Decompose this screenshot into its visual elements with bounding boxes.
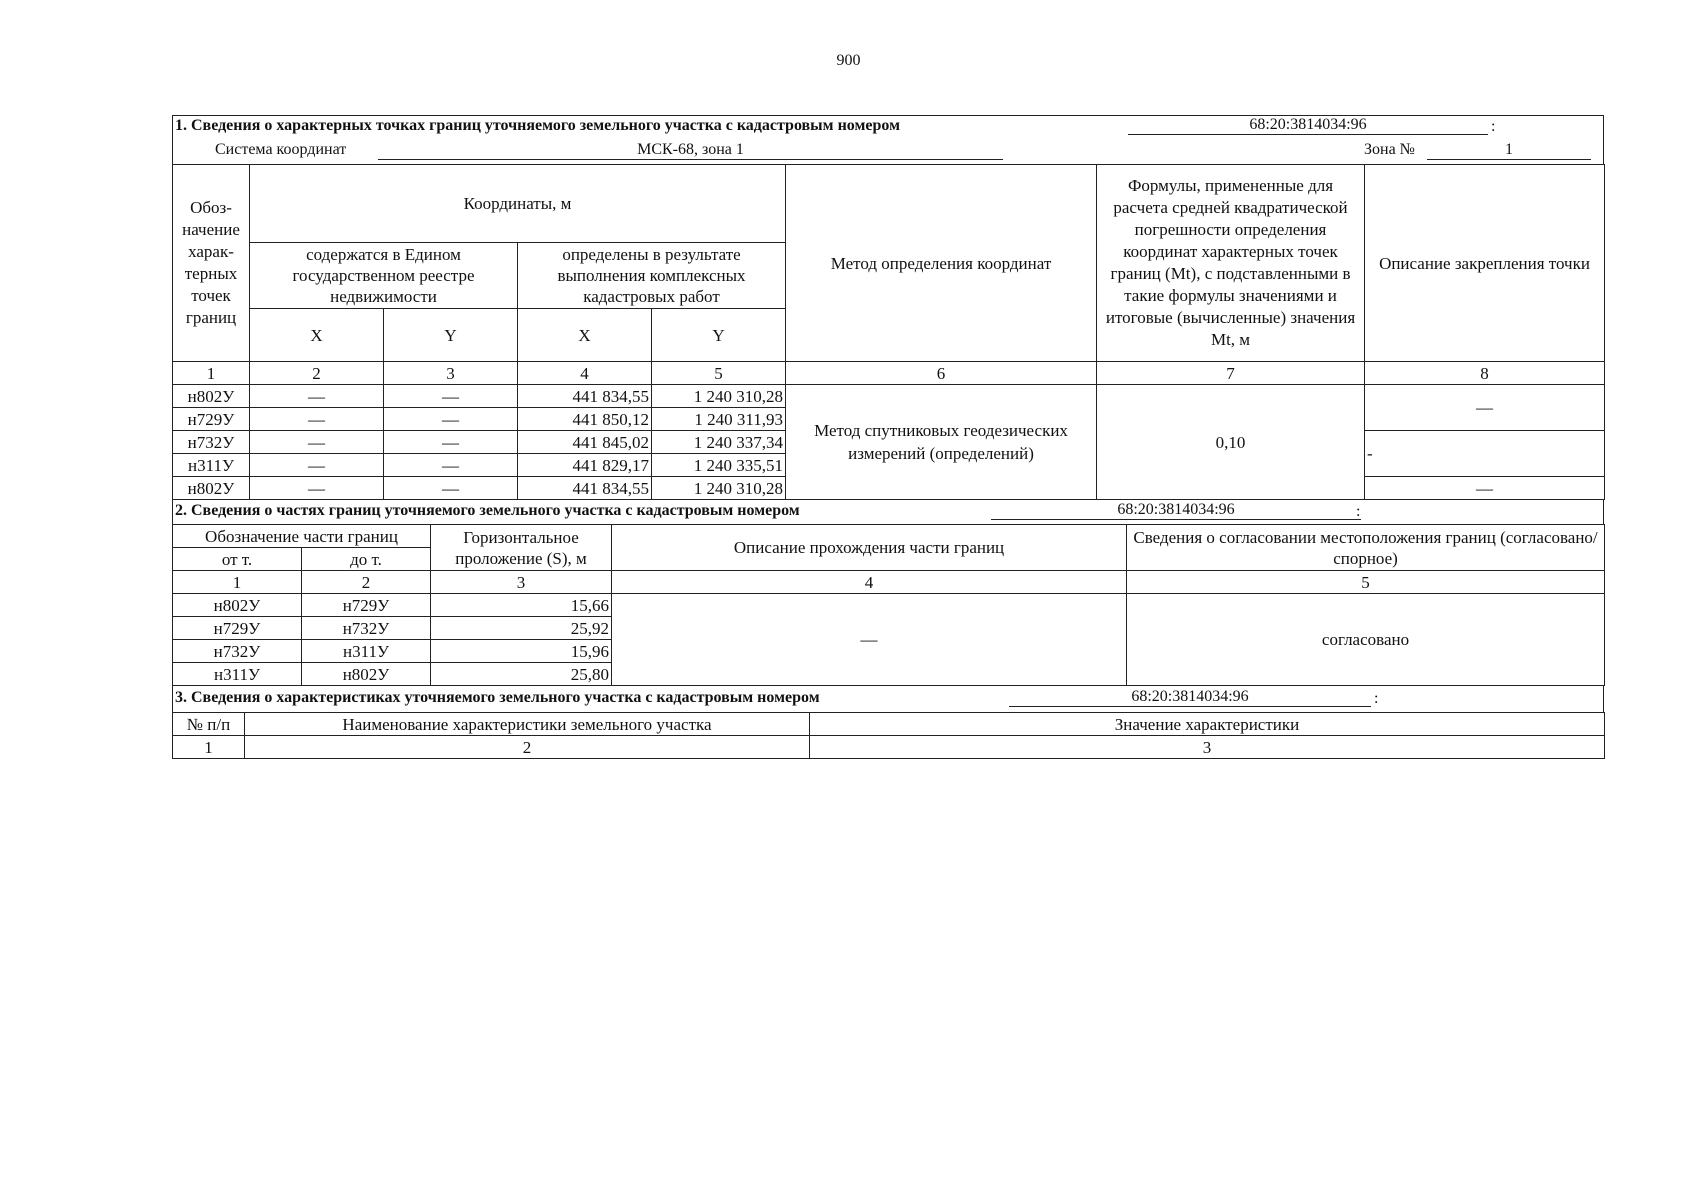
x-value: 441 834,55 — [518, 477, 652, 500]
col-num: 5 — [1127, 571, 1605, 594]
col-num: 2 — [302, 571, 431, 594]
section-3-title: 3. Сведения о характеристиках уточняемого земельного участка с кадастровым номером — [175, 689, 820, 706]
table-row — [173, 594, 1605, 617]
col-num: 1 — [173, 736, 245, 759]
from-point: н732У — [173, 640, 302, 663]
section-2-cadastral-number: 68:20:3814034:96 — [991, 501, 1361, 520]
method-value: Метод спутниковых геодезических измерений (определений) — [786, 385, 1097, 500]
header-x-old: X — [250, 309, 384, 362]
to-point: н311У — [302, 640, 431, 663]
section-1-header — [172, 115, 1604, 164]
header-in-egrn: содержатся в Едином государственном реестре недвижимости — [250, 243, 518, 309]
col-num: 7 — [1097, 362, 1365, 385]
header-description: Описание прохождения части границ — [612, 525, 1127, 571]
col-num: 2 — [245, 736, 810, 759]
horizontal-value: 25,92 — [431, 617, 612, 640]
x-old: — — [250, 385, 384, 408]
section-2-table — [172, 524, 1605, 686]
x-value: 441 834,55 — [518, 385, 652, 408]
col-num: 3 — [810, 736, 1605, 759]
col-num: 2 — [250, 362, 384, 385]
col-num: 4 — [518, 362, 652, 385]
horizontal-value: 25,80 — [431, 663, 612, 686]
y-old: — — [384, 408, 518, 431]
y-old: — — [384, 431, 518, 454]
y-old: — — [384, 454, 518, 477]
from-point: н729У — [173, 617, 302, 640]
x-old: — — [250, 454, 384, 477]
document — [172, 115, 1604, 759]
table-row — [173, 385, 1605, 408]
fixing-value: — — [1365, 385, 1605, 431]
x-old: — — [250, 431, 384, 454]
y-value: 1 240 311,93 — [652, 408, 786, 431]
col-num: 3 — [384, 362, 518, 385]
coord-system-value: МСК-68, зона 1 — [378, 141, 1003, 160]
point-name: н802У — [173, 385, 250, 408]
y-old: — — [384, 385, 518, 408]
description-value: — — [612, 594, 1127, 686]
coord-system-label: Система координат — [215, 141, 347, 158]
x-value: 441 829,17 — [518, 454, 652, 477]
section-2-colon: : — [1356, 503, 1361, 520]
section-1-table — [172, 164, 1605, 500]
header-value: Значение характеристики — [810, 713, 1605, 736]
from-point: н311У — [173, 663, 302, 686]
section-2-title: 2. Сведения о частях границ уточняемого земельного участка с кадастровым номером — [175, 502, 800, 519]
header-method: Метод определения координат — [786, 165, 1097, 362]
col-num: 3 — [431, 571, 612, 594]
x-value: 441 845,02 — [518, 431, 652, 454]
col-num: 5 — [652, 362, 786, 385]
x-value: 441 850,12 — [518, 408, 652, 431]
header-y-old: Y — [384, 309, 518, 362]
fixing-value: — — [1365, 477, 1605, 500]
header-y-new: Y — [652, 309, 786, 362]
header-formulas: Формулы, примененные для расчета средней квадратической погрешности определения координат характерных точек границ (Mt), с подставленными в такие формулы значениями и итоговые (вычисленные) значения Mt, м — [1097, 165, 1365, 362]
horizontal-value: 15,66 — [431, 594, 612, 617]
y-value: 1 240 337,34 — [652, 431, 786, 454]
col-num: 8 — [1365, 362, 1605, 385]
header-x-new: X — [518, 309, 652, 362]
header-part: Обозначение части границ — [173, 525, 431, 548]
section-3-cadastral-number: 68:20:3814034:96 — [1009, 688, 1371, 707]
to-point: н802У — [302, 663, 431, 686]
col-num: 1 — [173, 362, 250, 385]
header-agreement: Сведения о согласовании местоположения границ (согласовано/спорное) — [1127, 525, 1605, 571]
header-horizontal: Горизонтальное проложение (S), м — [431, 525, 612, 571]
horizontal-value: 15,96 — [431, 640, 612, 663]
y-old: — — [384, 477, 518, 500]
y-value: 1 240 335,51 — [652, 454, 786, 477]
fixing-value: - — [1365, 431, 1605, 477]
x-old: — — [250, 408, 384, 431]
agreement-value: согласовано — [1127, 594, 1605, 686]
section-1-title: 1. Сведения о характерных точках границ уточняемого земельного участка с кадастровым номером — [175, 117, 900, 134]
zone-label: Зона № — [1364, 141, 1415, 158]
zone-value: 1 — [1427, 141, 1591, 160]
col-num: 4 — [612, 571, 1127, 594]
header-designation: Обоз-начение харак-терных точек границ — [173, 165, 250, 362]
y-value: 1 240 310,28 — [652, 477, 786, 500]
section-3-colon: : — [1374, 690, 1379, 707]
point-name: н311У — [173, 454, 250, 477]
header-name: Наименование характеристики земельного участка — [245, 713, 810, 736]
header-from: от т. — [173, 548, 302, 571]
point-name: н732У — [173, 431, 250, 454]
header-fixing: Описание закрепления точки — [1365, 165, 1605, 362]
mt-value: 0,10 — [1097, 385, 1365, 500]
header-coordinates: Координаты, м — [250, 165, 786, 243]
section-1-colon: : — [1491, 118, 1496, 135]
section-1-cadastral-number: 68:20:3814034:96 — [1128, 116, 1488, 135]
x-old: — — [250, 477, 384, 500]
y-value: 1 240 310,28 — [652, 385, 786, 408]
header-num: № п/п — [173, 713, 245, 736]
section-2-header — [172, 500, 1604, 524]
section-3-header — [172, 686, 1604, 712]
to-point: н732У — [302, 617, 431, 640]
to-point: н729У — [302, 594, 431, 617]
header-determined: определены в результате выполнения комплексных кадастровых работ — [518, 243, 786, 309]
header-to: до т. — [302, 548, 431, 571]
point-name: н729У — [173, 408, 250, 431]
section-3-table — [172, 712, 1605, 759]
col-num: 6 — [786, 362, 1097, 385]
from-point: н802У — [173, 594, 302, 617]
point-name: н802У — [173, 477, 250, 500]
page-number: 900 — [836, 52, 861, 69]
col-num: 1 — [173, 571, 302, 594]
